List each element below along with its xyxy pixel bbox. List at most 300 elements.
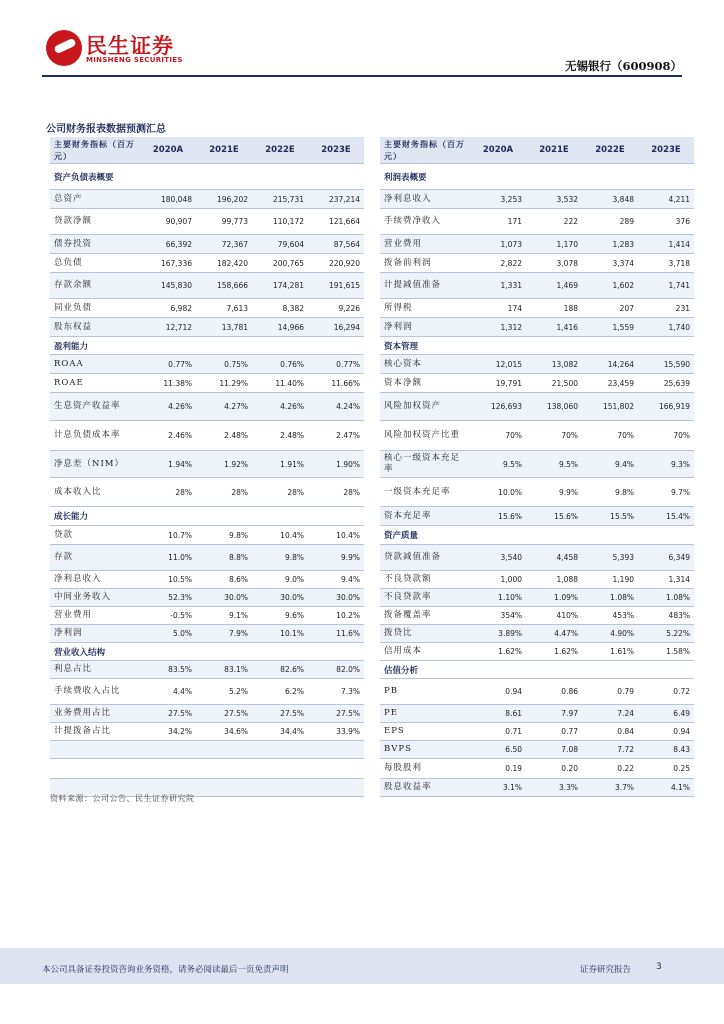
cell-value (196, 741, 252, 759)
row-label: 总资产 (50, 190, 140, 209)
cell-value: 30.0% (308, 589, 364, 607)
cell-value: 4.26% (140, 393, 196, 421)
table-row (50, 661, 364, 679)
cell-value: 354% (470, 607, 526, 625)
cell-value: 138,060 (526, 393, 582, 421)
table-row (380, 679, 694, 705)
cell-value: 110,172 (252, 209, 308, 235)
logo-chinese-name: 民生证券 (86, 34, 174, 58)
cell-value: 1,170 (526, 235, 582, 254)
cell-value: 1,416 (526, 318, 582, 337)
cell-value: 21,500 (526, 374, 582, 393)
blank-row (50, 759, 364, 779)
cell-value (252, 337, 308, 355)
cell-value: 1,000 (470, 571, 526, 589)
cell-value: 10.1% (252, 625, 308, 643)
cell-value: 70% (526, 421, 582, 451)
section-row (50, 507, 364, 526)
cell-value (252, 759, 308, 779)
cell-value: 0.22 (582, 759, 638, 779)
cell-value: 1.91% (252, 451, 308, 478)
cell-value (196, 759, 252, 779)
cell-value (308, 164, 364, 190)
cell-value: 1,073 (470, 235, 526, 254)
cell-value: 30.0% (196, 589, 252, 607)
cell-value: 483% (638, 607, 694, 625)
table-row (380, 779, 694, 797)
cell-value (140, 164, 196, 190)
row-label: ROAE (50, 374, 140, 393)
section-label: 营业收入结构 (50, 643, 140, 661)
cell-value (582, 661, 638, 679)
table-row (50, 374, 364, 393)
cell-value (252, 164, 308, 190)
cell-value: 9.9% (308, 545, 364, 571)
cell-value: 0.77% (308, 355, 364, 374)
section-row (50, 643, 364, 661)
row-label: 手续费收入占比 (50, 679, 140, 705)
cell-value: 174 (470, 299, 526, 318)
row-label: 拨备覆盖率 (380, 607, 470, 625)
row-label: BVPS (380, 741, 470, 759)
cell-value: 3,718 (638, 254, 694, 273)
cell-value: 11.66% (308, 374, 364, 393)
table-row (380, 545, 694, 571)
cell-value: 5.22% (638, 625, 694, 643)
row-label: 同业负债 (50, 299, 140, 318)
cell-value (470, 526, 526, 545)
cell-value: 1,741 (638, 273, 694, 299)
cell-value: 10.4% (252, 526, 308, 545)
row-label: 资本充足率 (380, 507, 470, 526)
cell-value: 10.4% (308, 526, 364, 545)
cell-value: 3,532 (526, 190, 582, 209)
table-row (380, 723, 694, 741)
section-label: 成长能力 (50, 507, 140, 526)
cell-value: 0.72 (638, 679, 694, 705)
cell-value: 15,590 (638, 355, 694, 374)
cell-value: 0.19 (470, 759, 526, 779)
table-row (380, 625, 694, 643)
row-label: 债券投资 (50, 235, 140, 254)
cell-value: 3,848 (582, 190, 638, 209)
table-row (50, 679, 364, 705)
cell-value: 182,420 (196, 254, 252, 273)
table-row (50, 421, 364, 451)
section-title: 公司财务报表数据预测汇总 (46, 124, 166, 135)
header-label: 主要财务指标（百万元） (380, 137, 470, 164)
cell-value (308, 741, 364, 759)
cell-value: 3,253 (470, 190, 526, 209)
cell-value: 28% (308, 478, 364, 507)
left-financial-table (50, 137, 364, 797)
cell-value: 90,907 (140, 209, 196, 235)
row-label: 贷款净额 (50, 209, 140, 235)
company-logo (46, 30, 186, 70)
row-label: 计提拨备占比 (50, 723, 140, 741)
section-label: 利润表概要 (380, 164, 470, 190)
cell-value (308, 643, 364, 661)
cell-value: 6.2% (252, 679, 308, 705)
cell-value: 83.1% (196, 661, 252, 679)
cell-value: 1.61% (582, 643, 638, 661)
row-label: 拨备前利润 (380, 254, 470, 273)
row-label: 核心资本 (380, 355, 470, 374)
cell-value: 79,604 (252, 235, 308, 254)
cell-value: 4,458 (526, 545, 582, 571)
table-row (380, 741, 694, 759)
cell-value (638, 164, 694, 190)
cell-value (638, 337, 694, 355)
table-header-row (50, 137, 364, 164)
table-row (50, 190, 364, 209)
cell-value: 126,693 (470, 393, 526, 421)
cell-value: 11.6% (308, 625, 364, 643)
cell-value (196, 779, 252, 797)
row-label: 风险加权资产 (380, 393, 470, 421)
cell-value: 8.61 (470, 705, 526, 723)
cell-value: 2.48% (196, 421, 252, 451)
cell-value: 188 (526, 299, 582, 318)
table-row (380, 478, 694, 507)
table-row (380, 451, 694, 478)
cell-value: 52.3% (140, 589, 196, 607)
cell-value: 3.7% (582, 779, 638, 797)
cell-value: 72,367 (196, 235, 252, 254)
table-row (50, 571, 364, 589)
cell-value: 171 (470, 209, 526, 235)
cell-value: 30.0% (252, 589, 308, 607)
row-label: 每股股利 (380, 759, 470, 779)
cell-value: 4,211 (638, 190, 694, 209)
cell-value: 9.4% (582, 451, 638, 478)
row-label: PB (380, 679, 470, 705)
cell-value: 28% (196, 478, 252, 507)
cell-value: 0.77 (526, 723, 582, 741)
cell-value: 0.25 (638, 759, 694, 779)
table-row (380, 705, 694, 723)
header-label: 主要财务指标（百万元） (50, 137, 140, 164)
table-row (380, 299, 694, 318)
cell-value: 1,088 (526, 571, 582, 589)
cell-value: 220,920 (308, 254, 364, 273)
footer-doc-type: 证券研究报告 (580, 965, 632, 975)
row-label: 计提减值准备 (380, 273, 470, 299)
row-label: 不良贷款额 (380, 571, 470, 589)
cell-value: 1,414 (638, 235, 694, 254)
right-financial-table (380, 137, 694, 797)
table-row (50, 545, 364, 571)
cell-value: 11.29% (196, 374, 252, 393)
cell-value: 33.9% (308, 723, 364, 741)
cell-value: 2.48% (252, 421, 308, 451)
cell-value (638, 526, 694, 545)
header-year: 2020A (470, 137, 526, 164)
cell-value (252, 643, 308, 661)
section-label: 估值分析 (380, 661, 470, 679)
cell-value: 7.97 (526, 705, 582, 723)
cell-value: 6,349 (638, 545, 694, 571)
table-row (50, 607, 364, 625)
row-label: 总负债 (50, 254, 140, 273)
cell-value: 9.8% (196, 526, 252, 545)
cell-value: 196,202 (196, 190, 252, 209)
table-row (380, 393, 694, 421)
cell-value: 1.62% (470, 643, 526, 661)
row-label: 不良贷款率 (380, 589, 470, 607)
cell-value: 82.6% (252, 661, 308, 679)
table-row (380, 273, 694, 299)
cell-value: 0.79 (582, 679, 638, 705)
header-year: 2020A (140, 137, 196, 164)
cell-value: 14,264 (582, 355, 638, 374)
cell-value: 3,540 (470, 545, 526, 571)
page-footer (0, 948, 724, 984)
cell-value: 231 (638, 299, 694, 318)
cell-value: 13,082 (526, 355, 582, 374)
page-header (0, 0, 724, 78)
cell-value: 3,374 (582, 254, 638, 273)
cell-value: 83.5% (140, 661, 196, 679)
cell-value: 9.9% (526, 478, 582, 507)
cell-value: 1.08% (582, 589, 638, 607)
cell-value (196, 507, 252, 526)
row-label: 生息资产收益率 (50, 393, 140, 421)
table-row (380, 759, 694, 779)
cell-value: -0.5% (140, 607, 196, 625)
cell-value (308, 507, 364, 526)
row-label: 净息差（NIM） (50, 451, 140, 478)
cell-value: 6,982 (140, 299, 196, 318)
cell-value: 3.3% (526, 779, 582, 797)
section-row (380, 661, 694, 679)
cell-value: 34.6% (196, 723, 252, 741)
table-row (50, 478, 364, 507)
cell-value: 15.6% (526, 507, 582, 526)
cell-value: 8.8% (196, 545, 252, 571)
page-number: 3 (656, 962, 662, 972)
cell-value: 15.5% (582, 507, 638, 526)
row-label: 中间业务收入 (50, 589, 140, 607)
table-row (50, 526, 364, 545)
row-label: 存款 (50, 545, 140, 571)
cell-value: 28% (140, 478, 196, 507)
cell-value: 1.92% (196, 451, 252, 478)
cell-value: 27.5% (140, 705, 196, 723)
cell-value: 1,314 (638, 571, 694, 589)
header-year: 2021E (526, 137, 582, 164)
table-row (380, 571, 694, 589)
cell-value: 158,666 (196, 273, 252, 299)
cell-value: 200,765 (252, 254, 308, 273)
header-divider (42, 75, 682, 77)
cell-value: 0.20 (526, 759, 582, 779)
cell-value: 1,469 (526, 273, 582, 299)
section-label: 盈利能力 (50, 337, 140, 355)
cell-value: 13,781 (196, 318, 252, 337)
cell-value: 2.46% (140, 421, 196, 451)
table-row (50, 393, 364, 421)
cell-value: 27.5% (308, 705, 364, 723)
cell-value: 410% (526, 607, 582, 625)
cell-value: 453% (582, 607, 638, 625)
cell-value: 4.24% (308, 393, 364, 421)
cell-value: 25,639 (638, 374, 694, 393)
cell-value: 0.84 (582, 723, 638, 741)
cell-value: 10.0% (470, 478, 526, 507)
cell-value: 0.76% (252, 355, 308, 374)
cell-value: 9.8% (252, 545, 308, 571)
cell-value: 9.8% (582, 478, 638, 507)
cell-value: 5.2% (196, 679, 252, 705)
cell-value: 9.3% (638, 451, 694, 478)
cell-value: 1,312 (470, 318, 526, 337)
table-row (380, 318, 694, 337)
section-row (380, 164, 694, 190)
row-label: 信用成本 (380, 643, 470, 661)
cell-value (582, 337, 638, 355)
cell-value: 145,830 (140, 273, 196, 299)
cell-value: 6.50 (470, 741, 526, 759)
row-label: 净利润 (380, 318, 470, 337)
section-row (50, 164, 364, 190)
table-row (380, 209, 694, 235)
row-label: 一级资本充足率 (380, 478, 470, 507)
cell-value (196, 643, 252, 661)
cell-value: 9.5% (526, 451, 582, 478)
cell-value: 16,294 (308, 318, 364, 337)
cell-value: 4.1% (638, 779, 694, 797)
cell-value: 15.6% (470, 507, 526, 526)
table-row (50, 705, 364, 723)
table-row (50, 355, 364, 374)
cell-value (470, 337, 526, 355)
cell-value: 23,459 (582, 374, 638, 393)
table-row (50, 451, 364, 478)
cell-value: 4.27% (196, 393, 252, 421)
row-label: 净利润 (50, 625, 140, 643)
cell-value: 28% (252, 478, 308, 507)
cell-value: 3.89% (470, 625, 526, 643)
row-label: PE (380, 705, 470, 723)
cell-value: 5,393 (582, 545, 638, 571)
row-label: 资本净额 (380, 374, 470, 393)
cell-value: 7.72 (582, 741, 638, 759)
header-year: 2023E (308, 137, 364, 164)
row-label: 所得税 (380, 299, 470, 318)
minsheng-logo-icon (46, 30, 82, 66)
cell-value: 0.86 (526, 679, 582, 705)
cell-value: 8,382 (252, 299, 308, 318)
cell-value: 9.5% (470, 451, 526, 478)
cell-value: 3,078 (526, 254, 582, 273)
cell-value (196, 164, 252, 190)
cell-value: 9,226 (308, 299, 364, 318)
cell-value: 1.62% (526, 643, 582, 661)
cell-value: 82.0% (308, 661, 364, 679)
row-label: 股东权益 (50, 318, 140, 337)
row-label: 风险加权资产比重 (380, 421, 470, 451)
table-row (50, 299, 364, 318)
cell-value (582, 164, 638, 190)
cell-value: 12,712 (140, 318, 196, 337)
table-row (380, 643, 694, 661)
table-row (380, 254, 694, 273)
cell-value (140, 759, 196, 779)
cell-value (526, 661, 582, 679)
cell-value: 1.58% (638, 643, 694, 661)
cell-value: 2.47% (308, 421, 364, 451)
row-label: 贷款 (50, 526, 140, 545)
cell-value: 10.5% (140, 571, 196, 589)
row-label: 成本收入比 (50, 478, 140, 507)
cell-value (526, 164, 582, 190)
table-row (50, 723, 364, 741)
cell-value: 9.7% (638, 478, 694, 507)
table-row (380, 355, 694, 374)
cell-value: 7.9% (196, 625, 252, 643)
cell-value: 70% (638, 421, 694, 451)
cell-value: 4.90% (582, 625, 638, 643)
cell-value (196, 337, 252, 355)
row-label: 拨贷比 (380, 625, 470, 643)
cell-value: 7.08 (526, 741, 582, 759)
cell-value: 180,048 (140, 190, 196, 209)
table-row (380, 589, 694, 607)
cell-value (140, 643, 196, 661)
cell-value: 87,564 (308, 235, 364, 254)
cell-value (140, 741, 196, 759)
row-label: 利息占比 (50, 661, 140, 679)
row-label: 核心一级资本充足率 (380, 451, 470, 478)
cell-value: 121,664 (308, 209, 364, 235)
cell-value (252, 779, 308, 797)
cell-value: 0.94 (638, 723, 694, 741)
cell-value: 166,919 (638, 393, 694, 421)
cell-value: 5.0% (140, 625, 196, 643)
cell-value: 1.09% (526, 589, 582, 607)
cell-value (526, 337, 582, 355)
cell-value: 0.71 (470, 723, 526, 741)
cell-value: 1.90% (308, 451, 364, 478)
logo-english-name: MINSHENG SECURITIES (86, 56, 183, 64)
table-row (380, 190, 694, 209)
row-label: 手续费净收入 (380, 209, 470, 235)
cell-value: 12,015 (470, 355, 526, 374)
cell-value: 167,336 (140, 254, 196, 273)
row-label: 计息负债成本率 (50, 421, 140, 451)
cell-value (308, 779, 364, 797)
cell-value: 8.43 (638, 741, 694, 759)
cell-value: 0.94 (470, 679, 526, 705)
cell-value: 9.6% (252, 607, 308, 625)
cell-value: 70% (582, 421, 638, 451)
table-row (50, 318, 364, 337)
header-year: 2021E (196, 137, 252, 164)
cell-value: 1,602 (582, 273, 638, 299)
cell-value: 8.6% (196, 571, 252, 589)
table-row (50, 589, 364, 607)
cell-value: 11.40% (252, 374, 308, 393)
row-label: 存款余额 (50, 273, 140, 299)
cell-value: 10.2% (308, 607, 364, 625)
cell-value: 1.08% (638, 589, 694, 607)
row-label: EPS (380, 723, 470, 741)
cell-value: 4.26% (252, 393, 308, 421)
cell-value: 289 (582, 209, 638, 235)
table-row (50, 625, 364, 643)
cell-value: 376 (638, 209, 694, 235)
